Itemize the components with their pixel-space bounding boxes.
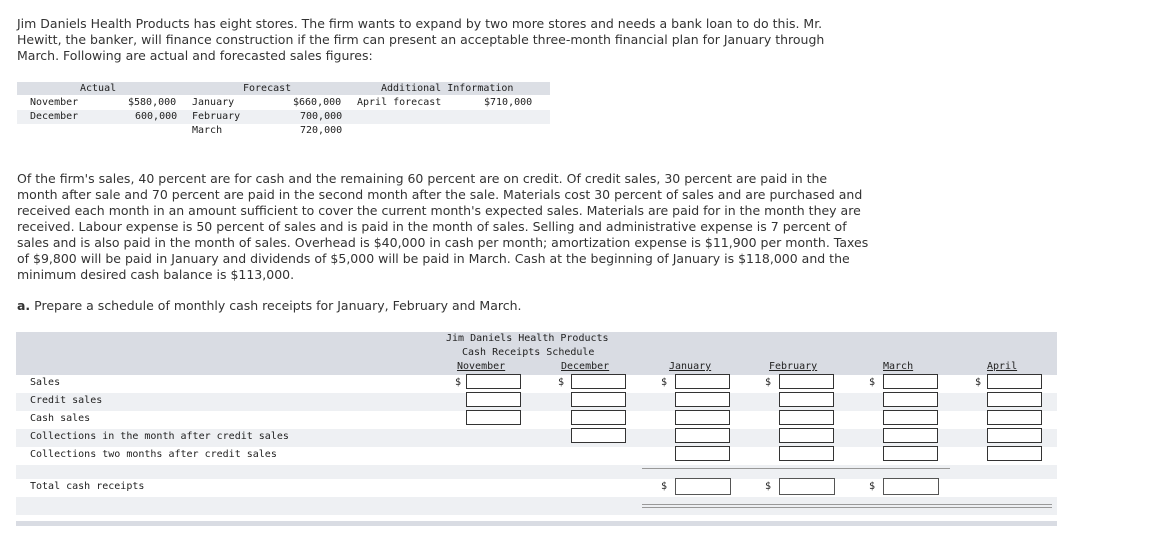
problem-line: received each month in an amount sufficient to cover the current month's expected sales. Materials are paid for in the month they are — [17, 203, 861, 218]
currency-symbol: $ — [455, 377, 462, 388]
january-collections-month-after-input[interactable] — [675, 428, 730, 443]
problem-line: of $9,800 will be paid in January and dividends of $5,000 will be paid in March. Cash at the beginning of January is $118,000 and the — [17, 251, 850, 266]
info-actual-value: 600,000 — [135, 111, 178, 122]
month-header-december: December — [561, 361, 610, 372]
april-sales-input[interactable] — [987, 374, 1042, 389]
currency-symbol: $ — [661, 377, 668, 388]
month-header-november: November — [457, 361, 506, 372]
february-total-cash-receipts-input[interactable] — [779, 478, 835, 495]
april-credit-sales-input[interactable] — [987, 392, 1042, 407]
problem-line: received. Labour expense is 50 percent of sales and is paid in the month of sales. Selling and administrative expense is 7 percent of — [17, 219, 847, 234]
info-additional-value: $710,000 — [484, 97, 533, 108]
info-row-bg-2 — [17, 110, 550, 124]
row-label-cash-sales: Cash sales — [30, 413, 91, 424]
march-collections-month-after-input[interactable] — [883, 428, 938, 443]
march-total-cash-receipts-input[interactable] — [883, 478, 939, 495]
currency-symbol: $ — [869, 377, 876, 388]
row-bg — [16, 497, 1057, 515]
january-cash-sales-input[interactable] — [675, 410, 730, 425]
january-collections-two-months-input[interactable] — [675, 446, 730, 461]
december-sales-input[interactable] — [571, 374, 626, 389]
schedule-title: Jim Daniels Health Products — [446, 333, 609, 344]
total-double-rule — [642, 507, 1052, 508]
problem-line: Of the firm's sales, 40 percent are for cash and the remaining 60 percent are on credit. Of credit sales, 30 percent are paid in the — [17, 171, 828, 186]
problem-line: month after sale and 70 percent are paid in the second month after the sale. Materials cost 30 percent of sales and are purchased and — [17, 187, 863, 202]
march-collections-two-months-input[interactable] — [883, 446, 938, 461]
april-cash-sales-input[interactable] — [987, 410, 1042, 425]
info-forecast-value: $660,000 — [293, 97, 342, 108]
december-cash-sales-input[interactable] — [571, 410, 626, 425]
info-actual-month: November — [30, 97, 79, 108]
question — [17, 298, 522, 314]
info-additional-label: April forecast — [357, 97, 442, 108]
november-cash-sales-input[interactable] — [466, 410, 521, 425]
question-label: a. — [17, 298, 31, 313]
april-collections-month-after-input[interactable] — [987, 428, 1042, 443]
february-collections-month-after-input[interactable] — [779, 428, 834, 443]
schedule-subtitle: Cash Receipts Schedule — [462, 347, 595, 358]
currency-symbol: $ — [975, 377, 982, 388]
month-header-march: March — [883, 361, 914, 372]
january-credit-sales-input[interactable] — [675, 392, 730, 407]
info-forecast-month: March — [192, 125, 223, 136]
currency-symbol: $ — [765, 481, 772, 492]
row-label-sales: Sales — [30, 377, 61, 388]
january-sales-input[interactable] — [675, 374, 730, 389]
row-label-collections-two-months: Collections two months after credit sales — [30, 449, 277, 460]
month-header-february: February — [769, 361, 818, 372]
february-collections-two-months-input[interactable] — [779, 446, 834, 461]
subtotal-rule — [642, 468, 950, 469]
info-header-actual: Actual — [80, 83, 117, 94]
info-actual-month: December — [30, 111, 79, 122]
currency-symbol: $ — [558, 377, 565, 388]
month-header-april: April — [987, 361, 1018, 372]
info-header-forecast: Forecast — [243, 83, 292, 94]
february-sales-input[interactable] — [779, 374, 834, 389]
row-label-total-cash-receipts: Total cash receipts — [30, 481, 145, 492]
intro-line-1: Jim Daniels Health Products has eight stores. The firm wants to expand by two more stores and needs a bank loan to do this. Mr. — [17, 16, 823, 31]
november-sales-input[interactable] — [466, 374, 521, 389]
row-label-collections-month-after: Collections in the month after credit sales — [30, 431, 289, 442]
intro-line-3: March. Following are actual and forecasted sales figures: — [17, 48, 373, 63]
february-cash-sales-input[interactable] — [779, 410, 834, 425]
question-text: Prepare a schedule of monthly cash receipts for January, February and March. — [34, 298, 522, 313]
row-label-credit-sales: Credit sales — [30, 395, 103, 406]
info-forecast-month: January — [192, 97, 235, 108]
info-forecast-value: 720,000 — [300, 125, 343, 136]
info-actual-value: $580,000 — [128, 97, 177, 108]
info-row-bg-1 — [17, 96, 550, 110]
month-header-january: January — [669, 361, 712, 372]
december-credit-sales-input[interactable] — [571, 392, 626, 407]
currency-symbol: $ — [765, 377, 772, 388]
march-sales-input[interactable] — [883, 374, 938, 389]
problem-line: minimum desired cash balance is $113,000. — [17, 267, 295, 282]
march-credit-sales-input[interactable] — [883, 392, 938, 407]
march-cash-sales-input[interactable] — [883, 410, 938, 425]
schedule-bottom-bar — [16, 521, 1057, 526]
total-double-rule — [642, 504, 1052, 505]
problem-line: sales and is also paid in the month of sales. Overhead is $40,000 in cash per month; amortization expense is $11,900 per month. Taxes — [17, 235, 869, 250]
november-credit-sales-input[interactable] — [466, 392, 521, 407]
info-forecast-month: February — [192, 111, 241, 122]
currency-symbol: $ — [661, 481, 668, 492]
april-collections-two-months-input[interactable] — [987, 446, 1042, 461]
currency-symbol: $ — [869, 481, 876, 492]
intro-text — [17, 16, 824, 64]
info-forecast-value: 700,000 — [300, 111, 343, 122]
december-collections-input[interactable] — [571, 428, 626, 443]
february-credit-sales-input[interactable] — [779, 392, 834, 407]
info-header-additional: Additional Information — [381, 83, 514, 94]
january-total-cash-receipts-input[interactable] — [675, 478, 731, 495]
problem-text — [17, 171, 868, 283]
intro-line-2: Hewitt, the banker, will finance construction if the firm can present an acceptable three-month financial plan for January through — [17, 32, 825, 47]
